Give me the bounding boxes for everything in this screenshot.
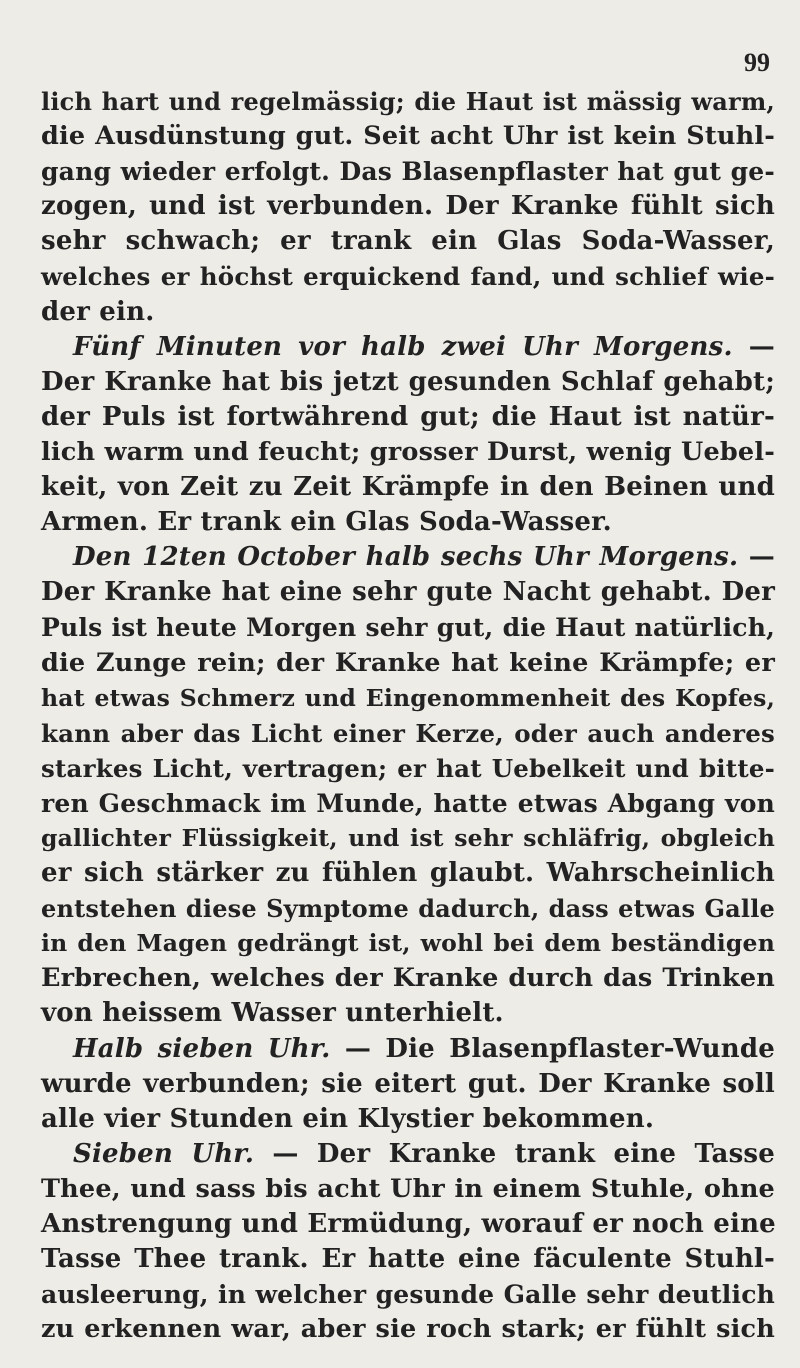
text-line xyxy=(41,856,775,891)
text-line xyxy=(41,575,775,610)
line-text: entstehen diese Symptome dadurch, dass etwas Galle xyxy=(41,894,775,924)
line-text: hat etwas Schmerz und Eingenommenheit des Kopfes, xyxy=(41,683,775,712)
entry-time-heading: Den 12ten October halb sechs Uhr Morgens. xyxy=(73,542,739,573)
line-text: er sich stärker zu fühlen glaubt. Wahrscheinlich xyxy=(41,858,775,889)
line-text: Thee, und sass bis acht Uhr in einem Stuhle, ohne xyxy=(41,1173,775,1204)
line-text: ausleerung, in welcher gesunde Galle sehr deutlich xyxy=(41,1280,775,1310)
text-line xyxy=(41,84,775,119)
line-text: kann aber das Licht einer Kerze, oder auch anderes xyxy=(41,718,775,748)
text-line xyxy=(41,189,775,224)
page-number: 99 xyxy=(744,48,770,77)
line-text: ren Geschmack im Munde, hatte etwas Abgang von xyxy=(41,788,775,818)
text-line xyxy=(41,1242,775,1277)
text-line xyxy=(41,751,775,786)
line-text: gang wieder erfolgt. Das Blasenpflaster hat gut ge- xyxy=(41,157,775,187)
entry-time-heading: Fünf Minuten vor halb zwei Uhr Morgens. xyxy=(73,331,733,362)
line-text: lich hart und regelmässig; die Haut ist mässig warm, xyxy=(41,87,775,116)
text-line xyxy=(41,926,775,961)
line-text: — xyxy=(732,331,776,362)
line-text: — Der Kranke trank eine Tasse xyxy=(254,1138,776,1169)
text-line xyxy=(41,435,775,470)
line-text: — xyxy=(738,542,775,573)
text-line xyxy=(41,716,775,751)
line-text: Anstrengung und Ermüdung, worauf er noch eine xyxy=(41,1209,776,1239)
line-text: in den Magen gedrängt ist, wohl bei dem beständigen xyxy=(41,929,775,958)
line-text: Der Kranke hat bis jetzt gesunden Schlaf gehabt; xyxy=(41,366,775,397)
entry-heading-line xyxy=(41,1137,775,1172)
line-text: alle vier Stunden ein Klystier bekommen. xyxy=(41,1103,655,1134)
text-line xyxy=(41,1172,775,1207)
line-text: von heissem Wasser unterhielt. xyxy=(41,998,504,1029)
text-line xyxy=(41,259,775,294)
line-text: der Puls ist fortwährend gut; die Haut ist natür- xyxy=(41,401,775,432)
line-text: gallichter Flüssigkeit, und ist sehr schläfrig, obgleich xyxy=(41,823,775,852)
text-line xyxy=(41,1067,775,1102)
line-text: lich warm und feucht; grosser Durst, wenig Uebel- xyxy=(41,436,775,467)
line-text: Puls ist heute Morgen sehr gut, die Haut natürlich, xyxy=(41,613,775,643)
text-line xyxy=(41,681,775,716)
line-text: welches er höchst erquickend fand, und schlief wie- xyxy=(41,262,775,292)
line-text: die Zunge rein; der Kranke hat keine Krämpfe; er xyxy=(41,647,775,678)
line-text: Erbrechen, welches der Kranke durch das Trinken xyxy=(41,963,775,994)
text-line xyxy=(41,119,775,154)
text-line xyxy=(41,996,775,1031)
line-text: starkes Licht, vertragen; er hat Uebelkeit und bitte- xyxy=(41,753,775,783)
entry-time-heading: Halb sieben Uhr. xyxy=(73,1033,331,1064)
text-line xyxy=(41,646,775,681)
entry-heading-line xyxy=(41,540,775,575)
line-text: zogen, und ist verbunden. Der Kranke fühlt sich xyxy=(41,191,775,222)
line-text: — Die Blasenpflaster-Wunde xyxy=(330,1033,775,1064)
line-text: sehr schwach; er trank ein Glas Soda-Wasser, xyxy=(41,226,775,257)
text-line xyxy=(41,1277,775,1312)
text-line xyxy=(41,1312,775,1347)
line-text: Tasse Thee trank. Er hatte eine fäculente Stuhl- xyxy=(41,1244,775,1275)
text-line xyxy=(41,400,775,435)
body-text xyxy=(41,84,775,1347)
entry-time-heading: Sieben Uhr. xyxy=(73,1138,255,1169)
text-line xyxy=(41,295,775,330)
text-line xyxy=(41,1207,775,1242)
line-text: zu erkennen war, aber sie roch stark; er fühlt sich xyxy=(41,1314,775,1345)
text-line xyxy=(41,786,775,821)
text-line xyxy=(41,821,775,856)
line-text: die Ausdünstung gut. Seit acht Uhr ist kein Stuhl- xyxy=(41,121,775,152)
text-line xyxy=(41,961,775,996)
text-line xyxy=(41,224,775,259)
line-text: Armen. Er trank ein Glas Soda-Wasser. xyxy=(41,507,612,538)
text-line xyxy=(41,891,775,926)
line-text: der ein. xyxy=(41,296,155,327)
text-line xyxy=(41,154,775,189)
text-line xyxy=(41,610,775,645)
entry-heading-line xyxy=(41,330,775,365)
entry-heading-line xyxy=(41,1032,775,1067)
line-text: Der Kranke hat eine sehr gute Nacht gehabt. Der xyxy=(41,577,775,608)
line-text: keit, von Zeit zu Zeit Krämpfe in den Beinen und xyxy=(41,472,775,503)
text-line xyxy=(41,505,775,540)
text-line xyxy=(41,470,775,505)
text-line xyxy=(41,365,775,400)
line-text: wurde verbunden; sie eitert gut. Der Kranke soll xyxy=(41,1068,775,1099)
text-line xyxy=(41,1102,775,1137)
